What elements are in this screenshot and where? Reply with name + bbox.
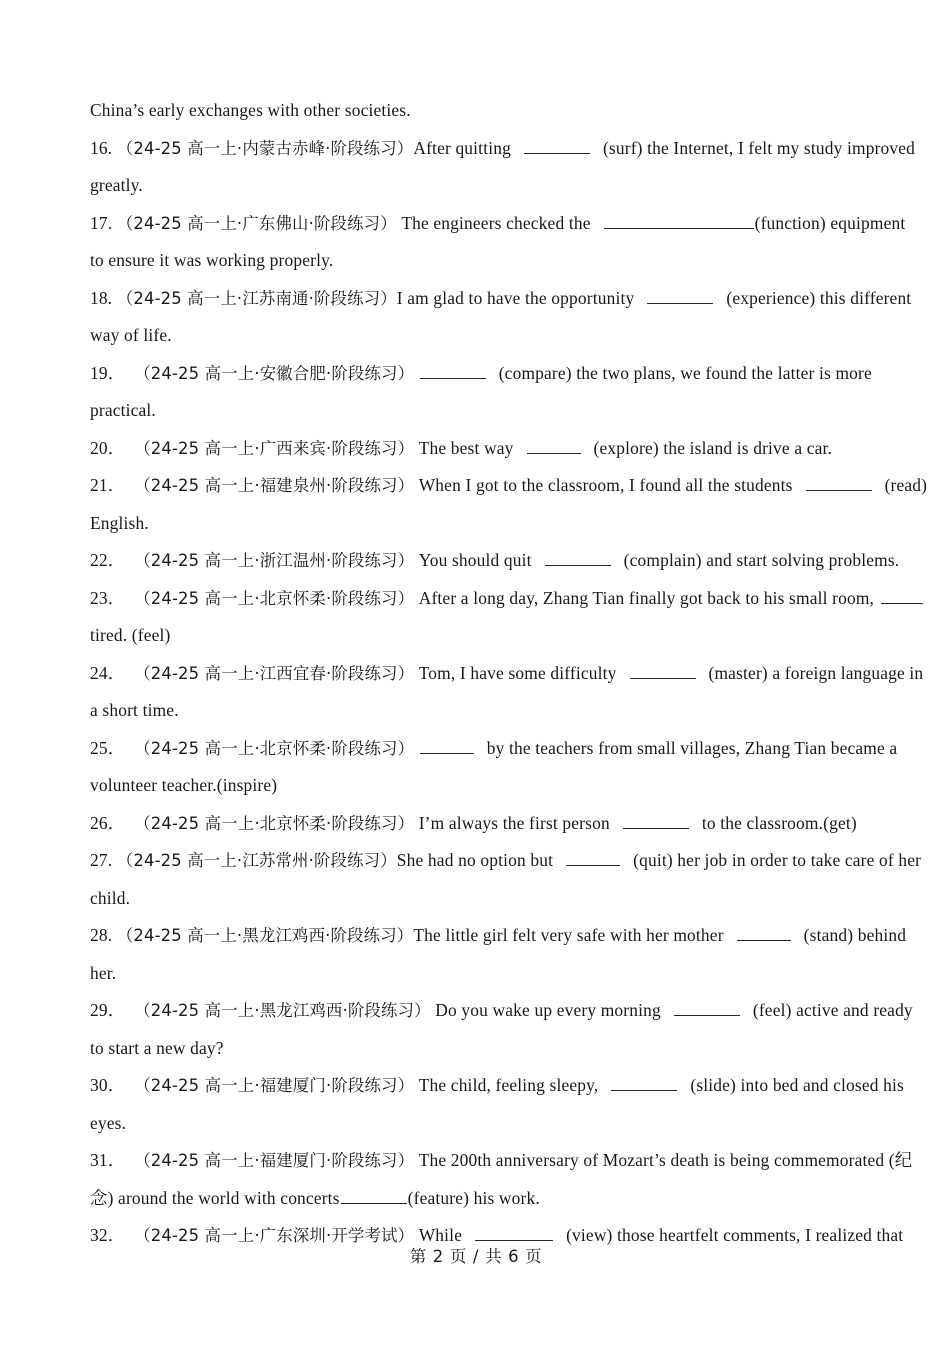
- question-number: 27.: [90, 850, 113, 870]
- question-number: 20．: [90, 437, 126, 458]
- question-item: [90, 917, 907, 955]
- sentence-text: While: [418, 1225, 463, 1245]
- question-item: [90, 805, 865, 843]
- answer-blank[interactable]: [420, 362, 486, 379]
- sentence-text: (surf) the Internet, I felt my study improved: [602, 137, 916, 158]
- question-item: [90, 467, 928, 505]
- question-number: 18.: [90, 287, 113, 308]
- sentence-text: greatly.: [90, 175, 143, 195]
- sentence-text: The child, feeling sleepy,: [418, 1075, 599, 1095]
- sentence-text: She had no option but: [396, 850, 554, 870]
- question-source-meta: （24-25 高一上·北京怀柔·阶段练习）: [134, 738, 415, 758]
- sentence-text: (slide) into bed and closed his: [690, 1075, 904, 1095]
- question-source-meta: （24-25 高一上·黑龙江鸡西·阶段练习）: [116, 926, 414, 945]
- question-item: [90, 280, 912, 318]
- question-wrap-line: [90, 317, 865, 355]
- sentence-text: her.: [90, 962, 117, 983]
- answer-blank[interactable]: [604, 212, 754, 229]
- answer-blank[interactable]: [420, 737, 474, 754]
- sentence-text: (complain) and start solving problems.: [623, 550, 900, 570]
- question-source-meta: （24-25 高一上·江西宜春·阶段练习）: [134, 663, 415, 683]
- answer-blank[interactable]: [881, 587, 923, 604]
- sentence-text: to start a new day?: [90, 1037, 224, 1058]
- sentence-text: child.: [90, 887, 131, 908]
- question-item: [90, 1142, 913, 1180]
- answer-blank[interactable]: [341, 1187, 407, 1204]
- question-source-meta: （24-25 高一上·浙江温州·阶段练习）: [134, 551, 415, 570]
- question-number: 31．: [90, 1150, 126, 1170]
- sentence-text: practical.: [90, 400, 156, 420]
- sentence-text: (feel) active and ready: [752, 1000, 913, 1020]
- sentence-text: Do you wake up every morning: [435, 1000, 661, 1020]
- question-wrap-line: [90, 1030, 865, 1068]
- question-number: 23．: [90, 587, 126, 608]
- sentence-text: (compare) the two plans, we found the latter is more: [498, 362, 872, 383]
- sentence-text: I’m always the first person: [418, 812, 610, 833]
- continuation-line: China’s early exchanges with other societies.: [90, 100, 411, 120]
- answer-blank[interactable]: [674, 999, 740, 1016]
- sentence-text: You should quit: [418, 550, 532, 570]
- sentence-text: by the teachers from small villages, Zhang Tian became a: [486, 737, 898, 758]
- answer-blank[interactable]: [566, 849, 620, 866]
- answer-blank[interactable]: [630, 662, 696, 679]
- sentence-text: volunteer teacher.(inspire): [90, 775, 278, 795]
- question-number: 28.: [90, 925, 113, 945]
- question-source-meta: （24-25 高一上·广东深圳·开学考试）: [134, 1226, 415, 1245]
- sentence-text: way of life.: [90, 325, 172, 345]
- sentence-text: tired. (feel): [90, 625, 171, 645]
- sentence-text: The engineers checked the: [401, 212, 591, 233]
- question-item: [90, 130, 916, 168]
- question-number: 29．: [90, 1000, 126, 1020]
- sentence-text: When I got to the classroom, I found all the students: [418, 475, 793, 495]
- question-item: [90, 580, 875, 618]
- question-item: [90, 430, 865, 468]
- question-number: 26．: [90, 812, 126, 833]
- question-wrap-line: [90, 1180, 865, 1218]
- question-source-meta: （24-25 高一上·北京怀柔·阶段练习）: [134, 588, 415, 608]
- question-item: [90, 355, 872, 393]
- question-source-meta: （24-25 高一上·广东佛山·阶段练习）: [116, 213, 397, 233]
- question-number: 16.: [90, 137, 113, 158]
- question-number: 21．: [90, 475, 126, 495]
- question-source-meta: （24-25 高一上·黑龙江鸡西·阶段练习）: [134, 1001, 431, 1020]
- question-source-meta: （24-25 高一上·内蒙古赤峰·阶段练习）: [116, 138, 414, 158]
- sentence-text: English.: [90, 512, 149, 533]
- answer-blank[interactable]: [475, 1224, 553, 1241]
- sentence-text: (experience) this different: [726, 287, 912, 308]
- question-wrap-line: [90, 505, 865, 543]
- answer-blank[interactable]: [527, 437, 581, 454]
- sentence-text: to ensure it was working properly.: [90, 250, 334, 270]
- sentence-text: The 200th anniversary of Mozart’s death is being commemorated (纪: [418, 1150, 913, 1170]
- sentence-text: to the classroom.(get): [701, 812, 857, 833]
- sentence-text: (quit) her job in order to take care of her: [633, 850, 922, 870]
- question-number: 17.: [90, 212, 113, 233]
- question-wrap-line: [90, 1105, 865, 1143]
- answer-blank[interactable]: [611, 1074, 677, 1091]
- question-source-meta: （24-25 高一上·江苏南通·阶段练习）: [116, 288, 397, 308]
- question-number: 25．: [90, 737, 126, 758]
- question-number: 32．: [90, 1225, 126, 1245]
- sentence-text: After quitting: [413, 137, 511, 158]
- sentence-text: (view) those heartfelt comments, I realized that: [566, 1225, 904, 1245]
- sentence-text: 念) around the world with concerts: [90, 1187, 340, 1208]
- question-wrap-line: [90, 242, 865, 280]
- question-source-meta: （24-25 高一上·江苏常州·阶段练习）: [116, 851, 397, 870]
- question-wrap-line: [90, 392, 865, 430]
- question-wrap-line: [90, 955, 865, 993]
- sentence-text: The best way: [418, 437, 514, 458]
- question-source-meta: （24-25 高一上·福建厦门·阶段练习）: [134, 1151, 415, 1170]
- question-wrap-line: [90, 880, 865, 918]
- sentence-text: eyes.: [90, 1112, 127, 1133]
- question-source-meta: （24-25 高一上·福建厦门·阶段练习）: [134, 1076, 415, 1095]
- question-wrap-line: [90, 692, 865, 730]
- answer-blank[interactable]: [524, 137, 590, 154]
- answer-blank[interactable]: [623, 812, 689, 829]
- answer-blank[interactable]: [545, 549, 611, 566]
- question-item: [90, 205, 906, 243]
- sentence-text: (feature) his work.: [407, 1187, 540, 1208]
- sentence-text: (stand) behind: [803, 925, 907, 945]
- question-item: [90, 655, 924, 693]
- question-wrap-line: [90, 167, 865, 205]
- sentence-text: (explore) the island is drive a car.: [593, 437, 833, 458]
- page-footer: 第 2 页 / 共 6 页: [409, 1247, 543, 1266]
- question-item: [90, 992, 913, 1030]
- answer-blank[interactable]: [647, 287, 713, 304]
- exercise-list: [90, 92, 928, 1255]
- question-item: [90, 1067, 904, 1105]
- sentence-text: I am glad to have the opportunity: [396, 287, 635, 308]
- question-item: [90, 542, 900, 580]
- question-number: 19．: [90, 362, 126, 383]
- question-source-meta: （24-25 高一上·北京怀柔·阶段练习）: [134, 813, 415, 833]
- answer-blank[interactable]: [737, 924, 791, 941]
- answer-blank[interactable]: [806, 474, 872, 491]
- question-number: 24．: [90, 662, 126, 683]
- question-item: [90, 842, 922, 880]
- question-source-meta: （24-25 高一上·福建泉州·阶段练习）: [134, 476, 415, 495]
- question-source-meta: （24-25 高一上·广西来宾·阶段练习）: [134, 438, 415, 458]
- sentence-text: After a long day, Zhang Tian finally got back to his small room,: [418, 587, 875, 608]
- sentence-text: (function) equipment: [754, 212, 906, 233]
- question-number: 30．: [90, 1075, 126, 1095]
- sentence-text: (read): [884, 475, 928, 495]
- sentence-text: Tom, I have some difficulty: [418, 662, 617, 683]
- sentence-text: (master) a foreign language in: [708, 662, 924, 683]
- question-wrap-line: [90, 767, 865, 805]
- sentence-text: The little girl felt very safe with her mother: [413, 925, 724, 945]
- question-number: 22．: [90, 550, 126, 570]
- question-wrap-line: [90, 617, 865, 655]
- sentence-text: a short time.: [90, 700, 179, 720]
- question-item: [90, 730, 898, 768]
- question-source-meta: （24-25 高一上·安徽合肥·阶段练习）: [134, 363, 415, 383]
